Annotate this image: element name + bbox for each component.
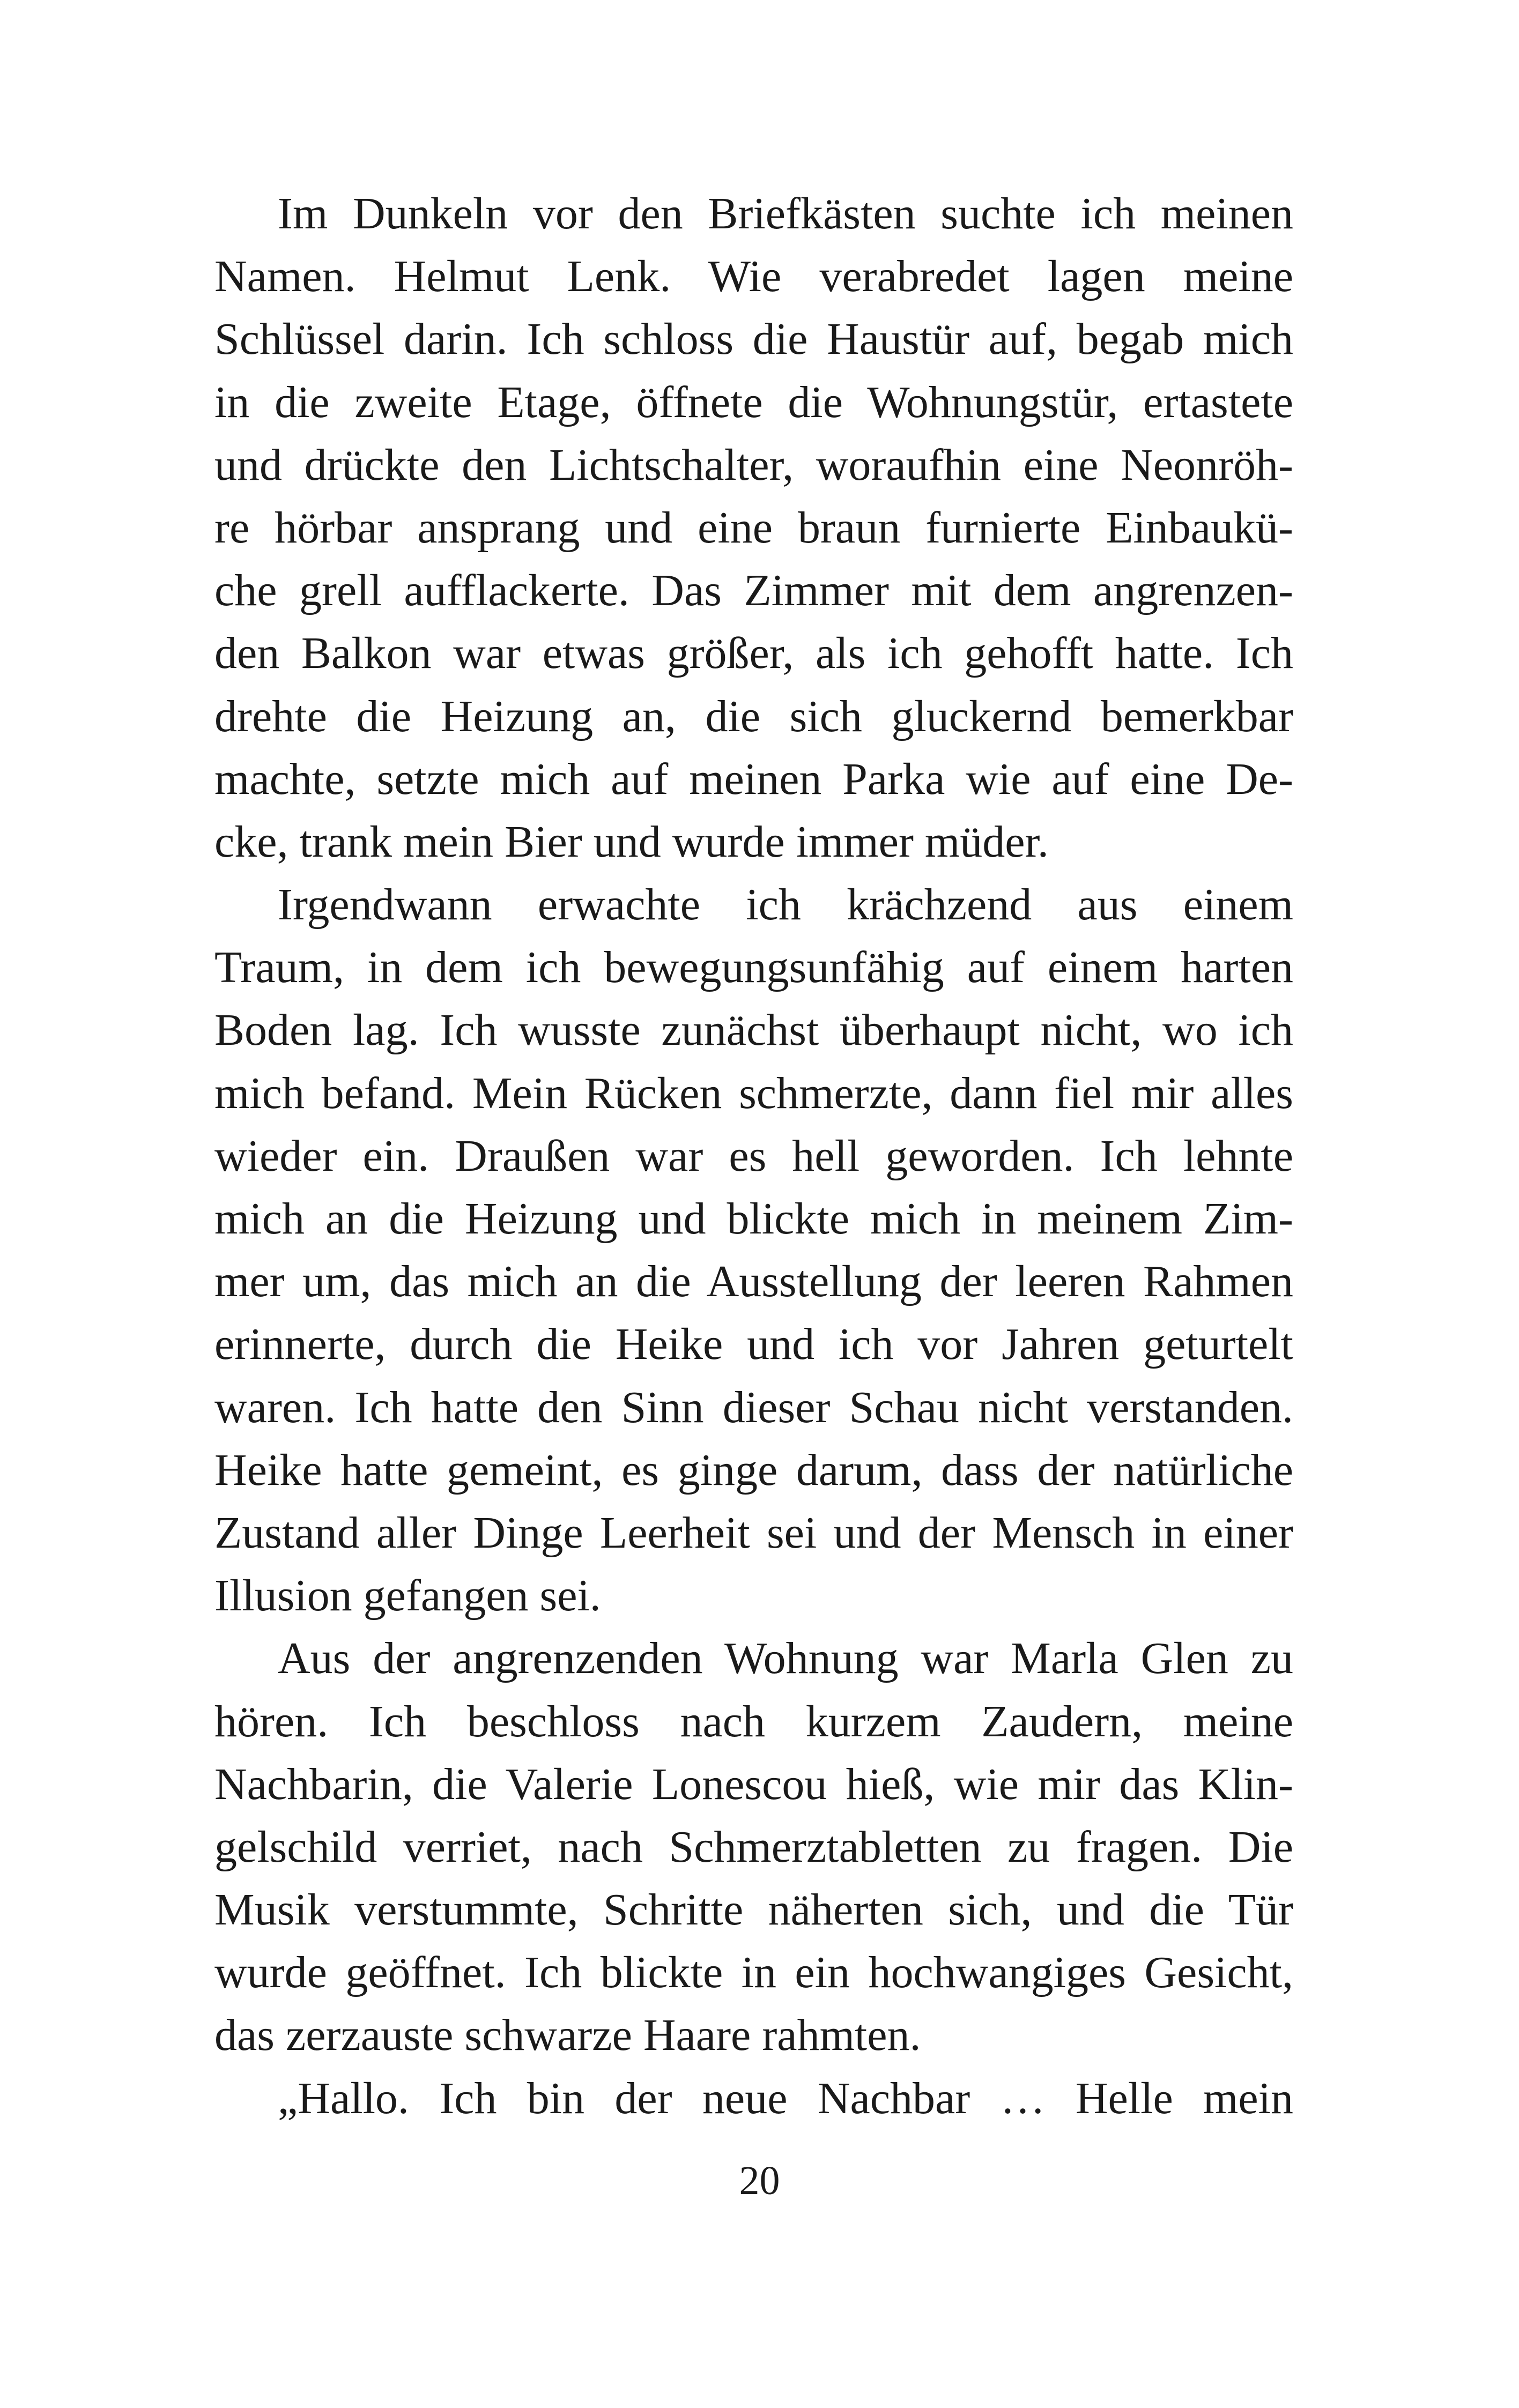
text-line: Boden lag. Ich wusste zunächst überhaupt nicht, wo ich: [214, 1005, 1293, 1056]
text-line: waren. Ich hatte den Sinn dieser Schau nicht verstanden.: [214, 1382, 1293, 1432]
text-line: mer um, das mich an die Ausstellung der leeren Rahmen: [214, 1257, 1293, 1307]
text-line: wurde geöffnet. Ich blickte in ein hochwangiges Gesicht,: [214, 1948, 1293, 1998]
text-line: cke, trank mein Bier und wurde immer müder.: [214, 816, 1049, 867]
text-line: Zustand aller Dinge Leerheit sei und der Mensch in einer: [214, 1507, 1293, 1558]
text-line: mich an die Heizung und blickte mich in meinem Zim-: [214, 1194, 1293, 1244]
page-number: 20: [739, 2158, 780, 2203]
text-line: „Hallo. Ich bin der neue Nachbar … Helle mein: [278, 2073, 1293, 2123]
text-line: mich befand. Mein Rücken schmerzte, dann fiel mir alles: [214, 1068, 1293, 1118]
text-line: hören. Ich beschloss nach kurzem Zaudern, meine: [214, 1696, 1293, 1746]
text-line: wieder ein. Draußen war es hell geworden. Ich lehnte: [214, 1131, 1293, 1181]
text-line: Irgendwann erwachte ich krächzend aus einem: [278, 880, 1293, 930]
text-line: gelschild verriet, nach Schmerztabletten zu fragen. Die: [214, 1822, 1293, 1872]
text-line: drehte die Heizung an, die sich gluckernd bemerkbar: [214, 691, 1293, 741]
text-line: erinnerte, durch die Heike und ich vor Jahren geturtelt: [214, 1319, 1293, 1370]
text-line: Traum, in dem ich bewegungsunfähig auf einem harten: [214, 942, 1293, 993]
text-line: Illusion gefangen sei.: [214, 1571, 601, 1621]
text-line: Nachbarin, die Valerie Lonescou hieß, wie mir das Klin-: [214, 1759, 1293, 1809]
text-line: Heike hatte gemeint, es ginge darum, dass der natürliche: [214, 1445, 1293, 1495]
text-line: das zerzauste schwarze Haare rahmten.: [214, 2010, 921, 2061]
text-line: che grell aufflackerte. Das Zimmer mit dem angrenzen-: [214, 566, 1293, 616]
text-line: und drückte den Lichtschalter, woraufhin eine Neonröh-: [214, 440, 1293, 490]
text-line: Musik verstummte, Schritte näherten sich, und die Tür: [214, 1885, 1293, 1935]
text-line: in die zweite Etage, öffnete die Wohnungstür, ertastete: [214, 377, 1293, 427]
text-line: Namen. Helmut Lenk. Wie verabredet lagen meine: [214, 251, 1293, 302]
text-line: Im Dunkeln vor den Briefkästen suchte ich meinen: [278, 189, 1293, 239]
body-text: [214, 182, 1293, 2130]
text-line: Schlüssel darin. Ich schloss die Haustür auf, begab mich: [214, 314, 1293, 365]
text-line: den Balkon war etwas größer, als ich gehofft hatte. Ich: [214, 628, 1293, 679]
text-line: re hörbar ansprang und eine braun furnierte Einbaukü-: [214, 502, 1293, 553]
text-line: machte, setzte mich auf meinen Parka wie auf eine De-: [214, 754, 1293, 804]
text-line: Aus der angrenzenden Wohnung war Marla Glen zu: [278, 1633, 1293, 1684]
